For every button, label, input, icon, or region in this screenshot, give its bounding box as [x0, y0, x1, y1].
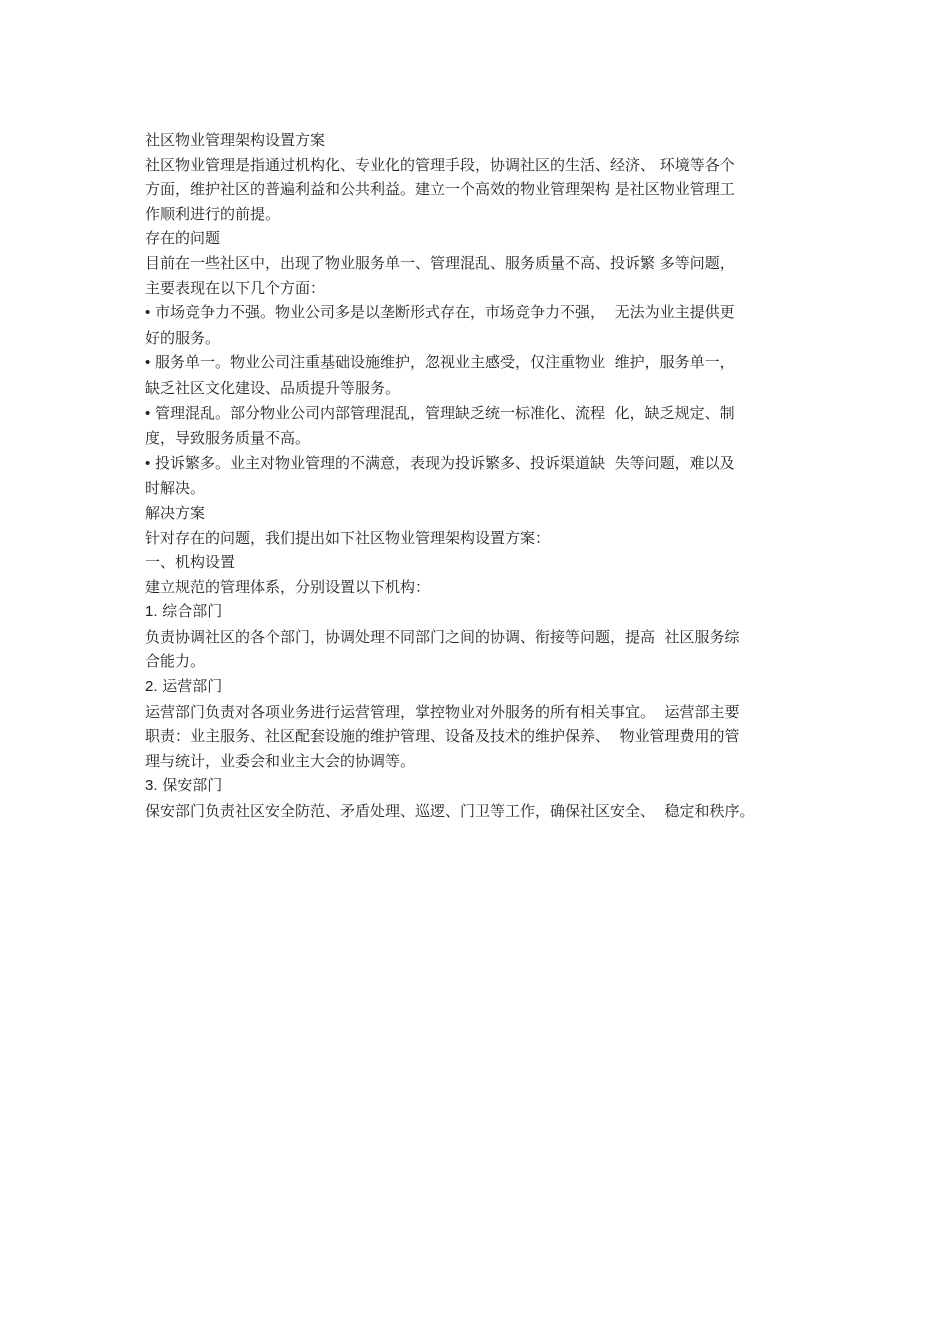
solution-lead: 针对存在的问题，我们提出如下社区物业管理架构设置方案： [145, 528, 551, 547]
department-1-desc-line-1: 负责协调社区的各个部门，协调处理不同部门之间的协调、衔接等问题，提高 社区服务综 [145, 627, 740, 646]
bullet-text: 市场竞争力不强。物业公司多是以垄断形式存在，市场竞争力不强， 无法为业主提供更 [150, 303, 735, 322]
problems-heading: 存在的问题 [145, 229, 221, 248]
bullet-item-1 [145, 300, 825, 326]
bullet-marker: • [145, 304, 151, 322]
intro-line-3: 作顺利进行的前提。 [145, 204, 281, 223]
department-3-desc-line-1: 保安部门负责社区安全防范、矛盾处理、巡逻、门卫等工作，确保社区安全、 稳定和秩序。 [145, 802, 755, 821]
problems-lead-line-2: 主要表现在以下几个方面： [145, 278, 326, 297]
intro-line-1: 社区物业管理是指通过机构化、专业化的管理手段，协调社区的生活、经济、 环境等各个 [145, 155, 735, 174]
department-2-desc-line-2: 职责：业主服务、社区配套设施的维护管理、设备及技术的维护保养、 物业管理费用的管 [145, 727, 740, 746]
bullet-marker: • [145, 354, 151, 372]
intro-line-2: 方面，维护社区的普遍利益和公共利益。建立一个高效的物业管理架构 是社区物业管理工 [145, 180, 735, 199]
bullet-text: 管理混乱。部分物业公司内部管理混乱，管理缺乏统一标准化、流程 化，缺乏规定、制 [150, 403, 735, 422]
bullet-marker: • [145, 454, 151, 472]
document-title: 社区物业管理架构设置方案 [145, 131, 326, 149]
department-heading-1 [145, 599, 825, 625]
department-number: 1. [145, 603, 158, 621]
department-heading-3 [145, 773, 825, 799]
department-heading-2 [145, 674, 825, 700]
department-number: 2. [145, 678, 158, 696]
document-body [145, 128, 825, 824]
bullet-item-3-cont: 度，导致服务质量不高。 [145, 429, 311, 448]
bullet-item-2-cont: 缺乏社区文化建设、品质提升等服务。 [145, 378, 401, 397]
bullet-item-2 [145, 350, 825, 376]
solution-heading: 解决方案 [145, 503, 206, 522]
org-setup-heading: 一、机构设置 [145, 553, 236, 572]
bullet-text: 投诉繁多。业主对物业管理的不满意，表现为投诉繁多、投诉渠道缺 失等问题，难以及 [150, 453, 735, 472]
bullet-text: 服务单一。物业公司注重基础设施维护，忽视业主感受，仅注重物业 维护，服务单一， [150, 353, 735, 372]
org-setup-lead: 建立规范的管理体系，分别设置以下机构： [145, 577, 431, 596]
bullet-item-4-cont: 时解决。 [145, 479, 206, 498]
bullet-item-4 [145, 451, 825, 477]
department-number: 3. [145, 777, 158, 795]
department-2-desc-line-1: 运营部门负责对各项业务进行运营管理，掌控物业对外服务的所有相关事宜。 运营部主要 [145, 702, 740, 721]
department-2-desc-line-3: 理与统计，业委会和业主大会的协调等。 [145, 751, 416, 770]
department-name: 保安部门 [157, 776, 223, 795]
department-name: 综合部门 [157, 602, 223, 621]
bullet-marker: • [145, 404, 151, 422]
bullet-item-1-cont: 好的服务。 [145, 328, 221, 347]
department-1-desc-line-2: 合能力。 [145, 652, 206, 671]
department-name: 运营部门 [157, 677, 223, 696]
problems-lead-line-1: 目前在一些社区中，出现了物业服务单一、管理混乱、服务质量不高、投诉繁 多等问题， [145, 253, 735, 272]
bullet-item-3 [145, 401, 825, 427]
